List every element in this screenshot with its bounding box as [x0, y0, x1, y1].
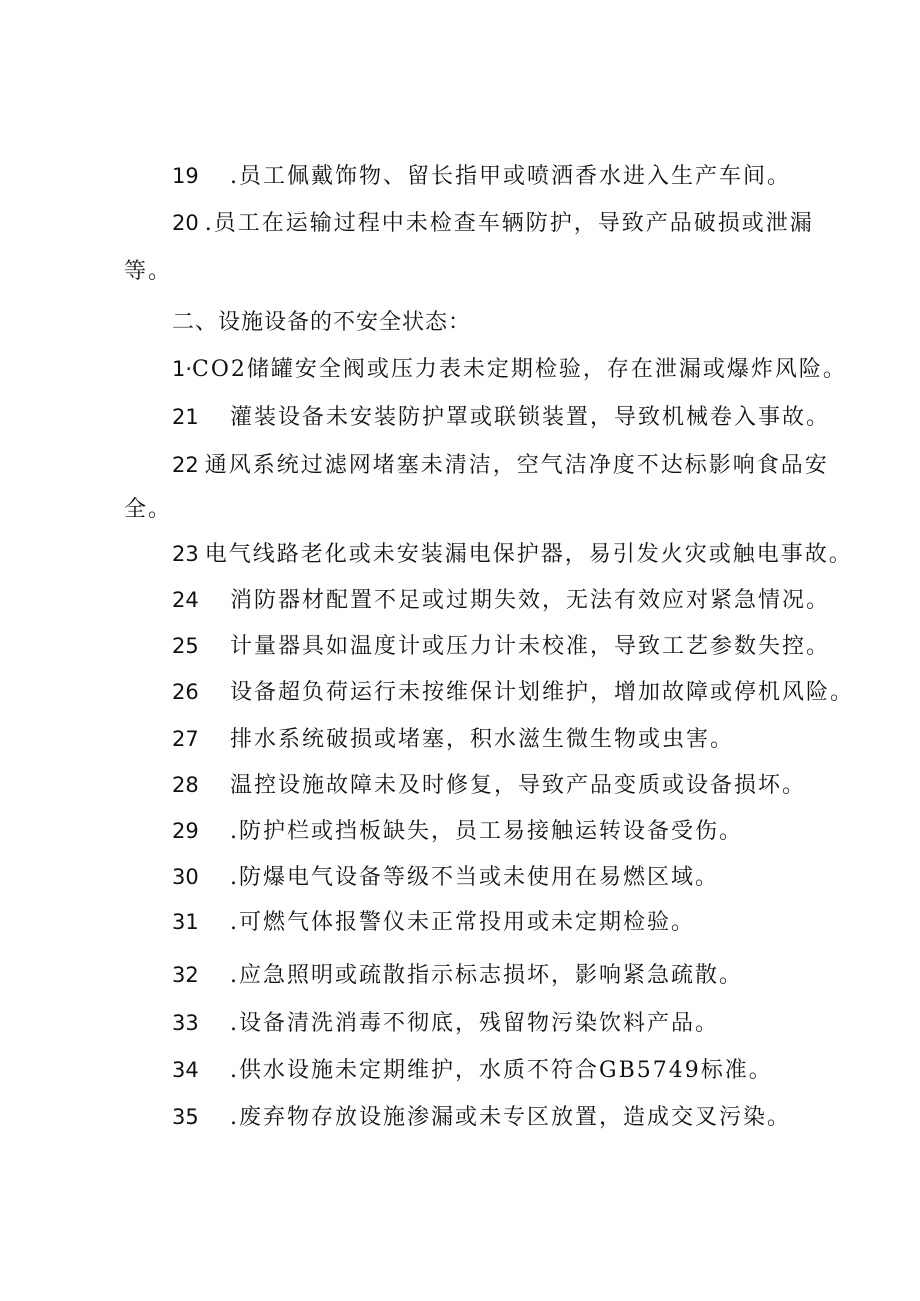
list-item	[172, 862, 719, 893]
item-text: 电气线路老化或未安装漏电保护器，易引发火灾或触电事故。	[204, 542, 853, 567]
list-item	[172, 1102, 791, 1133]
item-number: 28	[172, 773, 199, 797]
item-text: 设备超负荷运行未按维保计划维护，增加故障或停机风险。	[230, 680, 855, 705]
item-number: 31	[172, 910, 199, 934]
item-number: 32	[172, 963, 199, 987]
item-number: 35	[172, 1105, 199, 1129]
item-number: 20	[172, 211, 199, 235]
list-item	[172, 631, 830, 662]
list-item	[172, 161, 791, 192]
list-item-continuation	[124, 257, 172, 287]
item-number: 27	[172, 727, 199, 751]
item-text: .员工在运输过程中未检查车辆防护，导致产品破损或泄漏	[204, 211, 814, 236]
item-text-continuation: 等。	[124, 259, 173, 284]
item-number: 23	[172, 542, 199, 566]
item-number: 25	[172, 634, 199, 658]
item-text: 温控设施故障未及时修复，导致产品变质或设备损坏。	[230, 773, 807, 798]
item-text: .防爆电气设备等级不当或未使用在易燃区域。	[230, 865, 719, 890]
list-item	[172, 354, 847, 385]
item-number: 29	[172, 819, 199, 843]
item-text-continuation: 全。	[124, 497, 173, 522]
list-item	[172, 585, 830, 616]
item-text: .废弃物存放设施渗漏或未专区放置，造成交叉污染。	[230, 1105, 791, 1130]
item-number: 30	[172, 865, 199, 889]
section-heading: 二、设施设备的不安全状态：	[172, 310, 472, 335]
item-text: 灌装设备未安装防护罩或联锁装置，导致机械卷入事故。	[230, 405, 831, 430]
item-text: 消防器材配置不足或过期失效，无法有效应对紧急情况。	[230, 588, 831, 613]
item-number: 33	[172, 1011, 199, 1035]
list-item	[172, 770, 806, 801]
list-item	[172, 1055, 773, 1086]
item-text: .应急照明或疏散指示标志损坏，影响紧急疏散。	[230, 963, 743, 988]
item-text: .可燃气体报警仪未正常投用或未定期检验。	[230, 910, 695, 935]
item-text: CO2储罐安全阀或压力表未定期检验，存在泄漏或爆炸风险。	[192, 357, 847, 382]
item-text: .员工佩戴饰物、留长指甲或喷洒香水进入生产车间。	[230, 164, 791, 189]
item-number: 26	[172, 680, 199, 704]
item-number: 24	[172, 588, 199, 612]
list-item	[172, 208, 814, 239]
list-item	[172, 907, 695, 938]
item-text: 通风系统过滤网堵塞未清洁，空气洁净度不达标影响食品安	[204, 453, 829, 478]
list-item-continuation	[124, 495, 172, 525]
list-item	[172, 816, 743, 847]
list-item	[172, 1008, 719, 1039]
item-text: 排水系统破损或堵塞，积水滋生微生物或虫害。	[230, 727, 735, 752]
item-number: 19	[172, 164, 199, 188]
item-number: 21	[172, 405, 199, 429]
item-text: 计量器具如温度计或压力计未校准，导致工艺参数失控。	[230, 634, 831, 659]
list-item	[172, 539, 853, 570]
item-text: .设备清洗消毒不彻底，残留物污染饮料产品。	[230, 1011, 719, 1036]
item-number: 34	[172, 1058, 199, 1082]
item-text: .防护栏或挡板缺失，员工易接触运转设备受伤。	[230, 819, 743, 844]
list-item	[172, 677, 854, 708]
item-number: 22	[172, 453, 199, 477]
list-item	[172, 960, 743, 991]
list-item	[172, 724, 734, 755]
item-text: .供水设施未定期维护，水质不符合GB5749标准。	[230, 1058, 773, 1083]
item-number: 1·	[172, 357, 193, 381]
list-item	[172, 450, 829, 481]
list-item	[172, 402, 830, 433]
